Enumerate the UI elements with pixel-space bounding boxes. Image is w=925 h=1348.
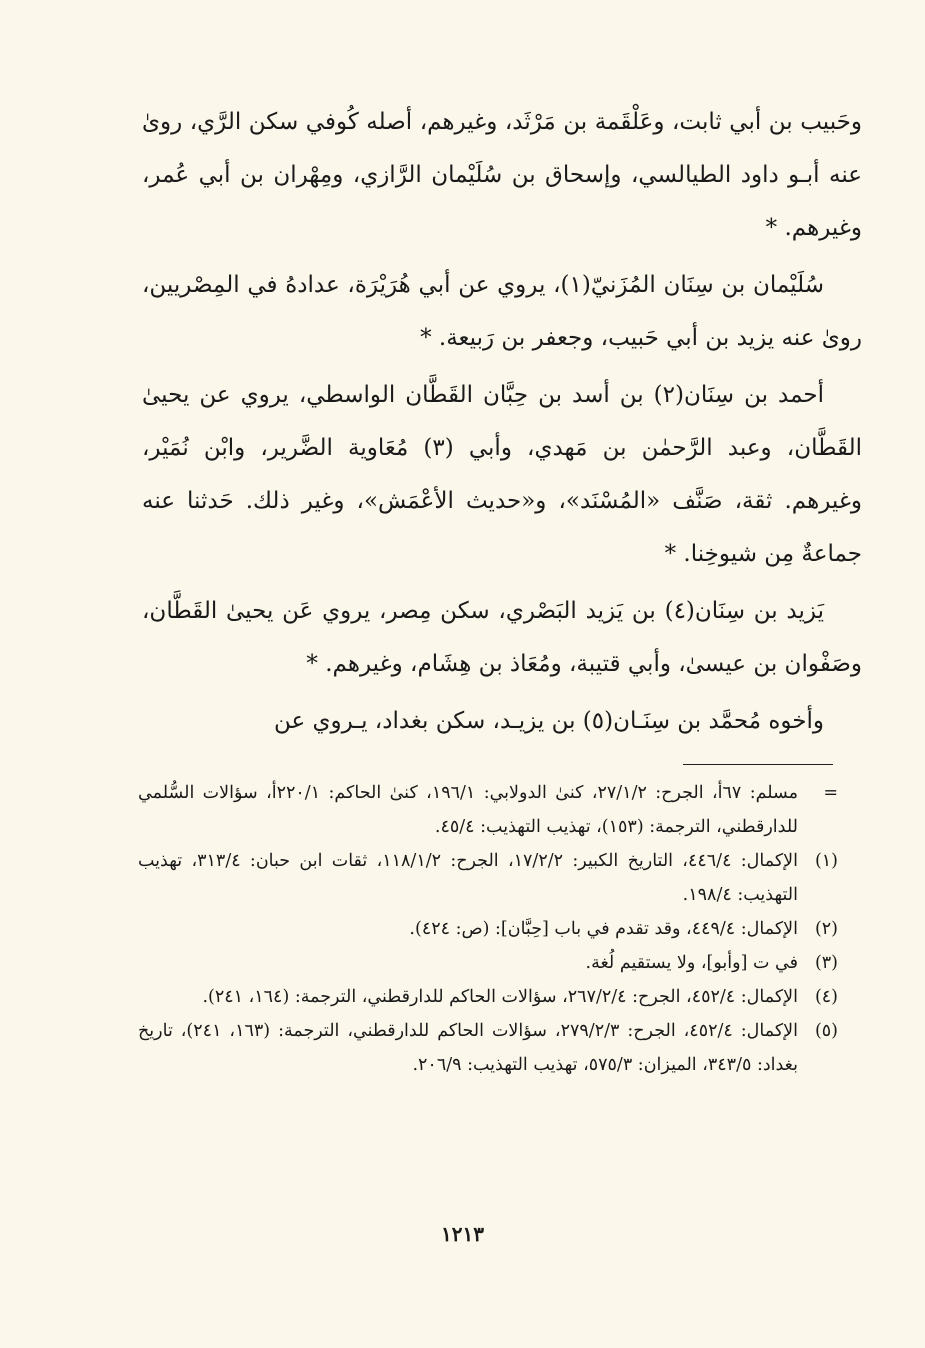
footnote-text: الإكمال: ٤٥٢/٤، الجرح: ٢٧٩/٢/٣، سؤالات الحاكم للدارقطني، الترجمة: (١٦٣، ٢٤١)، تاريخ بغداد: ٣٤٣/٥، الميزان: ٥٧٥/٣، تهذيب التهذيب: ٢٠٦/٩. <box>138 1021 798 1075</box>
footnote-separator <box>683 764 833 765</box>
footnote-text: مسلم: ٦٧أ، الجرح: ٢٧/١/٢، كنىٰ الدولابي: ١٩٦/١، كنىٰ الحاكم: ٢٢٠/١أ، سؤالات السُّلمي للدارقطني، الترجمة: (١٥٣)، تهذيب التهذيب: ٤٥/٤. <box>138 783 799 837</box>
footnote <box>138 946 838 980</box>
footnote-text: الإكمال: ٤٤٦/٤، التاريخ الكبير: ١٧/٢/٢، الجرح: ١١٨/١/٢، ثقات ابن حبان: ٣١٣/٤، تهذيب التهذيب: ١٩٨/٤. <box>138 851 799 905</box>
footnotes <box>138 776 838 1082</box>
footnote <box>138 776 838 844</box>
paragraph: سُلَيْمان بن سِنَان المُزَنيّ(١)، يروي عن أبي هُرَيْرَة، عدادهُ في المِصْريين، روىٰ عنه يزيد بن أبي حَبيب، وجعفر بن رَبيعة. * <box>142 272 862 351</box>
paragraph: أحمد بن سِنَان(٢) بن أسد بن حِبَّان القَطَّان الواسطي، يروي عن يحيىٰ القَطَّان، وعبد الرَّحمٰن بن مَهدي، وأبي (٣) مُعَاوية الضَّرير، وابْن نُمَيْر، وغيرهم. ثقة، صَنَّف «المُسْنَد»، و«حديث الأعْمَش»، وغير ذلك. حَدثنا عنه جماعةٌ مِن شيوخِنا. * <box>142 382 862 567</box>
footnote-number: (٢) <box>814 919 838 939</box>
footnote-text: في ت [وأبو]، ولا يستقيم لُغة. <box>585 953 798 973</box>
page-number: ١٢١٣ <box>441 1222 484 1246</box>
footnote-number: (٣) <box>814 953 838 973</box>
main-text <box>142 96 862 752</box>
footnote <box>138 1014 838 1082</box>
paragraph: وحَبيب بن أبي ثابت، وعَلْقَمة بن مَرْثَد، وغيرهم، أصله كُوفي سكن الرَّي، روىٰ عنه أبـو داود الطيالسي، وإسحاق بن سُلَيْمان الرَّازي، ومِهْران بن أبي عُمر، وغيرهم. * <box>142 109 862 241</box>
footnote-number: (١) <box>814 851 838 871</box>
footnote-text: الإكمال: ٤٥٢/٤، الجرح: ٢٦٧/٢/٤، سؤالات الحاكم للدارقطني، الترجمة: (١٦٤، ٢٤١). <box>202 987 798 1007</box>
paragraph: وأخوه مُحمَّد بن سِنَـان(٥) بن يزيـد، سكن بغداد، يـروي عن <box>274 708 824 734</box>
footnote <box>138 980 838 1014</box>
footnote <box>138 844 838 912</box>
footnote-text: الإكمال: ٤٤٩/٤، وقد تقدم في باب [حِبَّان]: (ص: ٤٢٤). <box>409 919 798 939</box>
footnote <box>138 912 838 946</box>
footnote-number: (٤) <box>814 987 838 1007</box>
footnote-number: = <box>823 783 838 803</box>
footnote-number: (٥) <box>814 1021 838 1041</box>
paragraph: يَزيد بن سِنَان(٤) بن يَزيد البَصْري، سكن مِصر، يروي عَن يحيىٰ القَطَّان، وصَفْوان بن عيسىٰ، وأبي قتيبة، ومُعَاذ بن هِشَام، وغيرهم. * <box>142 598 862 677</box>
